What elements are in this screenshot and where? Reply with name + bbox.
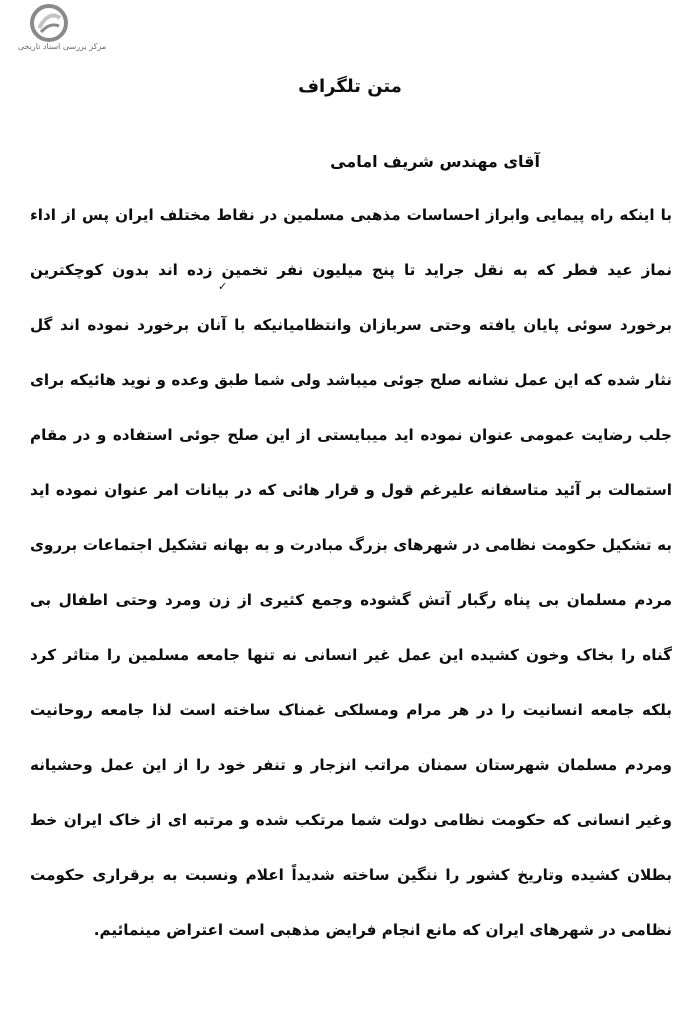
archive-caption: مرکز بررسی اسناد تاریخی bbox=[17, 42, 107, 51]
archive-seal-icon bbox=[30, 4, 68, 42]
telegram-body: با اینکه راه پیمایی وابراز احساسات مذهبی مسلمین در نقاط مختلف ایران پس از اداء نماز عید فطر که به نقل جراید تا پنج میلیون نفر تخمین زده اند بدون کوچکترین برخورد سوئی پایان یافته وحتی سربازان وانتظامیانیکه با آنان برخورد نموده اند گل نثار شده که این عمل نشانه صلح جوئی میباشد ولی شما طبق وعده و نوید هائیکه برای جلب رضایت عمومی عنوان نموده اید میبایستی از این صلح جوئی استفاده و در مقام استمالت بر آئید متاسفانه علیرغم قول و قرار هائی که در بیانات امر عنوان نموده اید به تشکیل حکومت نظامی در شهرهای بزرگ مبادرت و به بهانه تشکیل اجتماعات برروی مردم مسلمان بی پناه رگبار آتش گشوده وجمع کثیری از زن ومرد وحتی اطفال بی گناه را بخاک وخون کشیده این عمل غیر انسانی نه تنها جامعه مسلمین را متاثر کرد بلکه جامعه انسانیت را در هر مرام ومسلکی غمناک ساخته است لذا جامعه روحانیت ومردم مسلمان شهرستان سمنان مراتب انزجار و تنفر خود را از این عمل وحشیانه وغیر انسانی که حکومت نظامی دولت شما مرتکب شده و مرتبه ای از خاک ایران خط بطلان کشیده وتاریخ کشور را ننگین ساخته شدیداً اعلام ونسبت به برقراری حکومت نظامی در شهرهای ایران که مانع انجام فرایض مذهبی است اعتراض مینمائیم. bbox=[30, 206, 672, 939]
salutation-line: آقای مهندس شریف امامی bbox=[330, 152, 540, 171]
telegram-title: متن تلگراف bbox=[298, 76, 402, 97]
scan-mark: ✓ bbox=[218, 280, 228, 293]
